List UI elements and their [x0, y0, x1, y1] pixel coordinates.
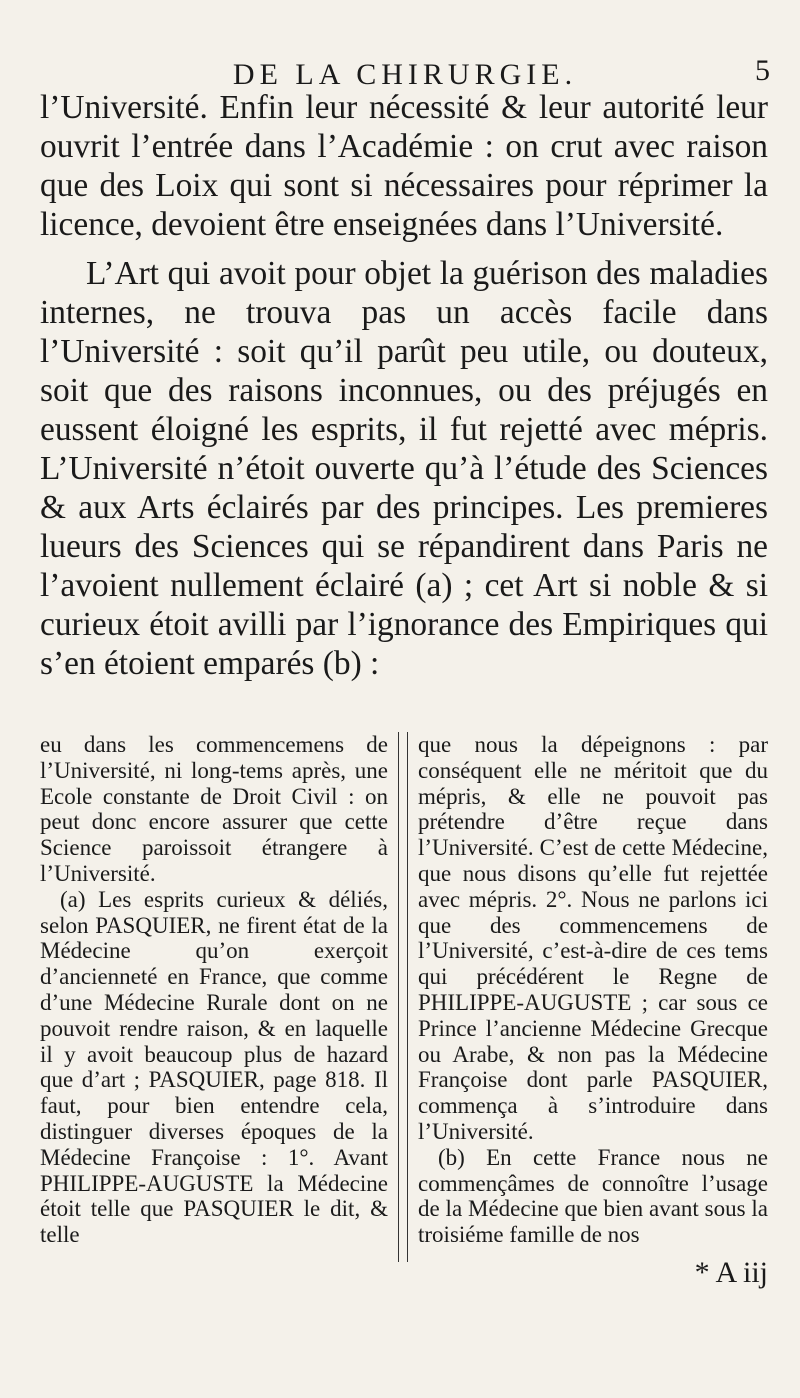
footnote-column-left	[40, 732, 388, 1248]
main-text	[40, 88, 768, 683]
signature-mark: * A iij	[694, 1256, 768, 1289]
footnote-column-right	[418, 732, 768, 1248]
running-head: DE LA CHIRURGIE.	[232, 58, 578, 91]
footnote-a: (a) Les esprits curieux & déliés, selon PASQUIER, ne firent état de la Médecine qu’on exerçoit d’ancienneté en France, que comme d’une Médecine Rurale dont on ne pouvoit rendre raison, & en laquelle il y avoit beaucoup plus de hazard que d’art ; PASQUIER, page 818. Il faut, pour bien entendre cela, distinguer diverses époques de la Médecine Françoise : 1°. Avant PHILIPPE-AUGUSTE la Médecine étoit telle que PASQUIER le dit, & telle	[40, 886, 388, 1248]
footnote-b: (b) En cette France nous ne commençâmes de connoître l’usage de la Médecine que bien avant sous la troisiéme famille de nos	[418, 1144, 768, 1248]
footnote-continuation-right: que nous la dépeignons : par conséquent elle ne méritoit que du mépris, & elle ne pouvoit pas prétendre d’être reçue dans l’Université. C’est de cette Médecine, que nous disons qu’elle fut rejettée avec mépris. 2°. Nous ne parlons ici que des commencemens de l’Université, c’est-à-dire de ces tems qui précédérent le Regne de PHILIPPE-AUGUSTE ; car sous ce Prince l’ancienne Médecine Grecque ou Arabe, & non pas la Médecine Françoise dont parle PASQUIER, commença à s’introduire dans l’Université.	[418, 732, 768, 1144]
paragraph-2: L’Art qui avoit pour objet la guérison des maladies internes, ne trouva pas un accès facile dans l’Université : soit qu’il parût peu utile, ou douteux, soit que des raisons inconnues, ou des préjugés en eussent éloigné les esprits, il fut rejetté avec mépris. L’Université n’étoit ouverte qu’à l’étude des Sciences & aux Arts éclairés par des principes. Les premieres lueurs des Sciences qui se répandirent dans Paris ne l’avoient nullement éclairé (a) ; cet Art si noble & si curieux étoit avilli par l’ignorance des Empiriques qui s’en étoient emparés (b) :	[40, 255, 768, 682]
page-number: 5	[755, 54, 770, 87]
paragraph-1: l’Université. Enfin leur nécessité & leur autorité leur ouvrit l’entrée dans l’Académie : on crut avec raison que des Loix qui sont si nécessaires pour réprimer la licence, devoient être enseignées dans l’Université.	[40, 89, 768, 243]
footnote-continuation-left: eu dans les commencemens de l’Université, ni long-tems après, une Ecole constante de Droit Civil : on peut donc encore assurer que cette Science paroissoit étrangere à l’Université.	[40, 732, 388, 886]
footnotes	[40, 732, 768, 1264]
column-divider	[398, 732, 408, 1262]
